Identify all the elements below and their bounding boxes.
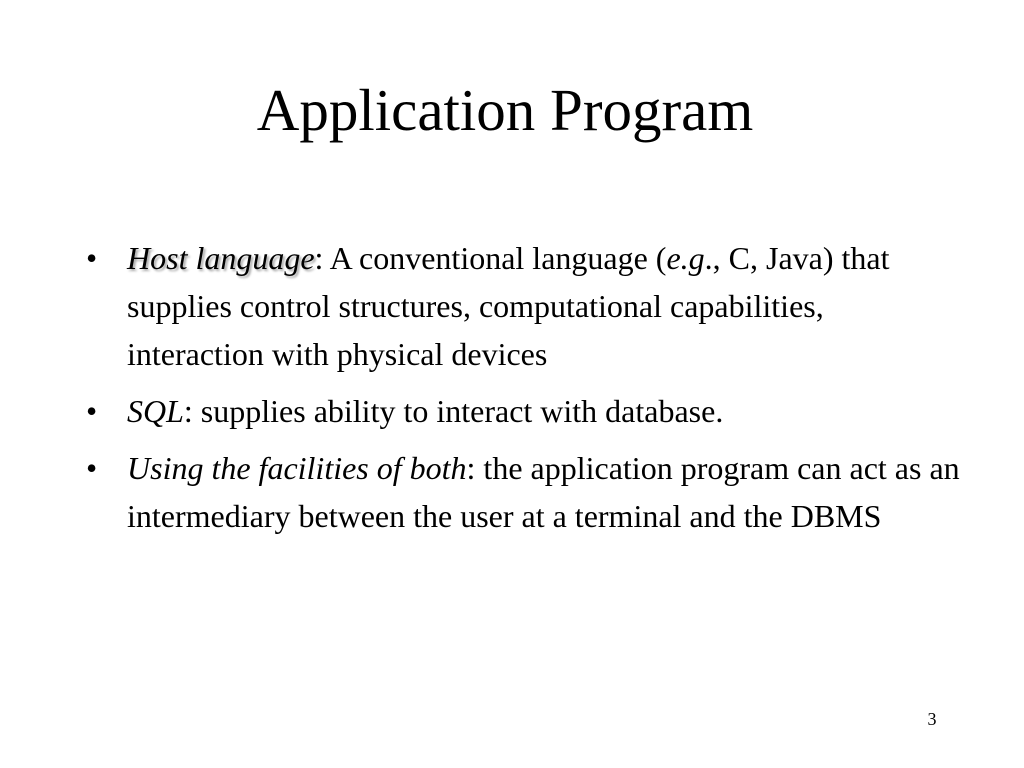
bullet-icon: • (86, 393, 98, 429)
page-number: 3 (927, 709, 937, 729)
bullet-list (82, 234, 962, 549)
bullet-term: Host language (127, 240, 315, 276)
slide-title: Application Program (256, 77, 754, 143)
bullet-icon: • (86, 240, 98, 276)
bullet-text: : supplies ability to interact with database. (183, 393, 724, 429)
bullet-host-language (82, 234, 962, 378)
bullet-text-italic: e.g (666, 240, 705, 276)
bullet-term: SQL (127, 393, 184, 429)
bullet-text: : A conventional language ( (314, 240, 667, 276)
bullet-text: ., C, Java) that supplies control structures, computational capabilities, interaction with physical devices (127, 240, 890, 372)
bullet-text: : the application program can act as an intermediary between the user at a terminal and the DBMS (127, 450, 960, 534)
bullet-icon: • (86, 450, 98, 486)
bullet-facilities (82, 444, 962, 540)
bullet-term: Using the facilities of both (127, 450, 467, 486)
bullet-sql (82, 387, 962, 435)
